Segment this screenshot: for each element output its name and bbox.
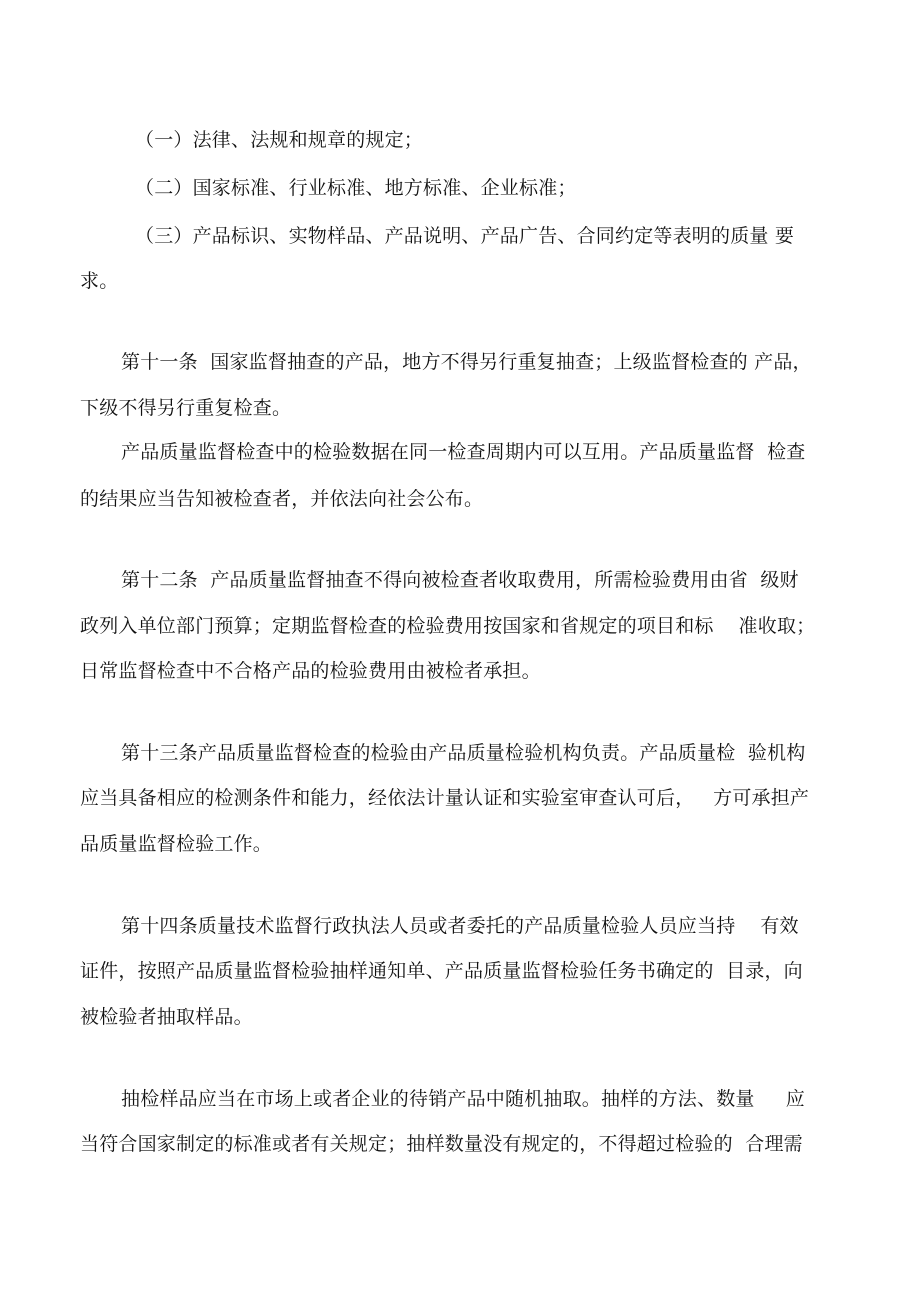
article-11-p2-line-1: 产品质量监督检查中的检验数据在同一检查周期内可以互用。产品质量监督 检查 bbox=[121, 441, 806, 463]
article-11-p2-line-2: 的结果应当告知被检查者，并依法向社会公布。 bbox=[80, 488, 484, 510]
article-14-line-2: 证件，按照产品质量监督检验抽样通知单、产品质量监督检验任务书确定的 目录，向 bbox=[80, 960, 803, 982]
article-11-line-1: 第十一条 国家监督抽查的产品，地方不得另行重复抽查；上级监督检查的 产品， bbox=[121, 351, 812, 373]
article-14-line-1: 第十四条质量技术监督行政执法人员或者委托的产品质量检验人员应当持 有效 bbox=[121, 915, 799, 937]
article-13-line-3: 品质量监督检验工作。 bbox=[80, 833, 273, 855]
article-14-line-3: 被检验者抽取样品。 bbox=[80, 1006, 253, 1028]
item-3-line-1: （三）产品标识、实物样品、产品说明、产品广告、合同约定等表明的质量 要 bbox=[135, 225, 795, 247]
item-2: （二）国家标准、行业标准、地方标准、企业标准； bbox=[135, 177, 577, 199]
article-14-p2-line-1: 抽检样品应当在市场上或者企业的待销产品中随机抽取。抽样的方法、数量 应 bbox=[121, 1088, 805, 1110]
item-3-line-2: 求。 bbox=[80, 270, 119, 292]
article-11-line-2: 下级不得另行重复检查。 bbox=[80, 397, 292, 419]
article-13-line-1: 第十三条产品质量监督检查的检验由产品质量检验机构负责。产品质量检 验机构 bbox=[121, 742, 806, 764]
article-12-line-2: 政列入单位部门预算；定期监督检查的检验费用按国家和省规定的项目和标 准收取； bbox=[80, 615, 816, 637]
article-14-p2-line-2: 当符合国家制定的标准或者有关规定；抽样数量没有规定的，不得超过检验的 合理需 bbox=[80, 1133, 803, 1155]
article-13-line-2: 应当具备相应的检测条件和能力，经依法计量认证和实验室审查认可后， 方可承担产 bbox=[80, 787, 810, 809]
article-12-line-1: 第十二条 产品质量监督抽查不得向被检查者收取费用，所需检验费用由省 级财 bbox=[121, 569, 799, 591]
item-1: （一）法律、法规和规章的规定； bbox=[135, 129, 424, 151]
article-12-line-3: 日常监督检查中不合格产品的检验费用由被检者承担。 bbox=[80, 660, 541, 682]
